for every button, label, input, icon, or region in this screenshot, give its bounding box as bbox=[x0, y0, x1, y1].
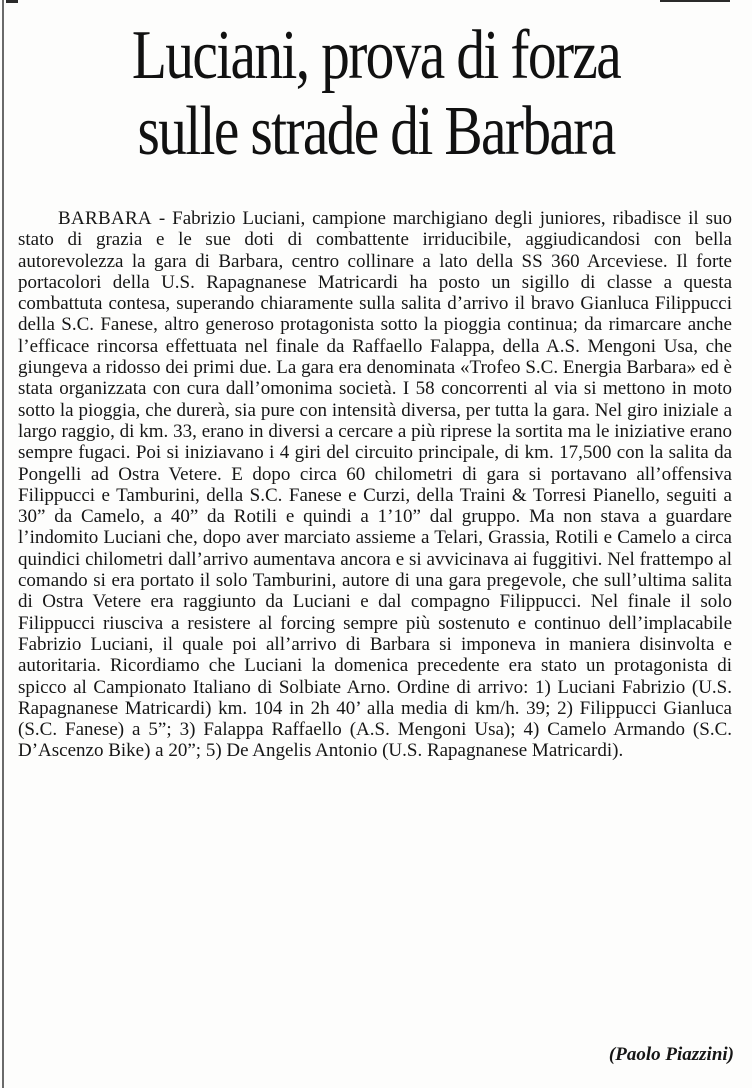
dateline: BARBARA bbox=[58, 208, 152, 229]
article-body bbox=[18, 208, 732, 762]
column-rule bbox=[2, 0, 4, 1088]
author-byline: (Paolo Piazzini) bbox=[608, 1044, 734, 1065]
article-paragraph bbox=[18, 208, 732, 762]
top-edge-mark bbox=[660, 0, 730, 2]
headline bbox=[73, 18, 680, 170]
article-text: - Fabrizio Luciani, campione marchigiano degli juniores, ribadisce il suo stato di grazia e le sue doti di combattente irriducibile, aggiudicandosi con bella autorevolezza la gara di Barbara, centro collinare a lato della SS 360 Arceviese. Il forte portacolori della U.S. Rapagnanese Matricardi ha posto un sigillo di classe a questa combattuta contesa, superando chiaramente sulla salita d’arrivo il bravo Gianluca Filippucci della S.C. Fanese, altro generoso protagonista sotto la pioggia continua; da rimarcare anche l’efficace rincorsa effettuata nel finale da Raffaello Falappa, della A.S. Mengoni Usa, che giungeva a ridosso dei primi due. La gara era denominata «Trofeo S.C. Energia Barbara» ed è stata organizzata con cura dall’omonima società. I 58 concorrenti al via si mettono in moto sotto la pioggia, che durerà, sia pure con intensità diversa, per tutta la gara. Nel giro iniziale a largo raggio, di km. 33, erano in diversi a cercare a più riprese la sortita ma le iniziative erano sempre fugaci. Poi si iniziavano i 4 giri del circuito principale, di km. 17,500 con la salita da Pongelli ad Ostra Vetere. E dopo circa 60 chilometri di gara si portavano all’offensiva Filippucci e Tamburini, della S.C. Fanese e Curzi, della Traini & Torresi Pianello, seguiti a 30” da Camelo, a 40” da Rotili e quindi a 1’10” dal gruppo. Ma non stava a guardare l’indomito Luciani che, dopo aver marciato assieme a Telari, Grassia, Rotili e Camelo a circa quindici chilometri dall’arrivo aumentava ancora e si avvicinava ai fuggitivi. Nel frattempo al comando si era portato il solo Tamburini, autore di una gara pregevole, che sull’ultima salita di Ostra Vetere era raggiunto da Luciani e dal compagno Filippucci. Nel finale il solo Filippucci riusciva a resistere al forcing sempre più sostenuto e continuo dell’implacabile Fabrizio Luciani, il quale poi all’arrivo di Barbara si imponeva in maniera disinvolta e autoritaria. Ricordiamo che Luciani la domenica precedente era stato un protagonista di spicco al Campionato Italiano di Solbiate Arno. Ordine di arrivo: 1) Luciani Fabrizio (U.S. Rapagnanese Matricardi) km. 104 in 2h 40’ alla media di km/h. 39; 2) Filippucci Gianluca (S.C. Fanese) a 5”; 3) Falappa Raffaello (A.S. Mengoni Usa); 4) Camelo Armando (S.C. D’Ascenzo Bike) a 20”; 5) De Angelis Antonio (U.S. Rapagnanese Matricardi). bbox=[18, 208, 733, 762]
top-edge-mark bbox=[6, 0, 18, 3]
headline-line-1: Luciani, prova di forza bbox=[131, 17, 621, 94]
headline-line-2: sulle strade di Barbara bbox=[137, 93, 615, 170]
